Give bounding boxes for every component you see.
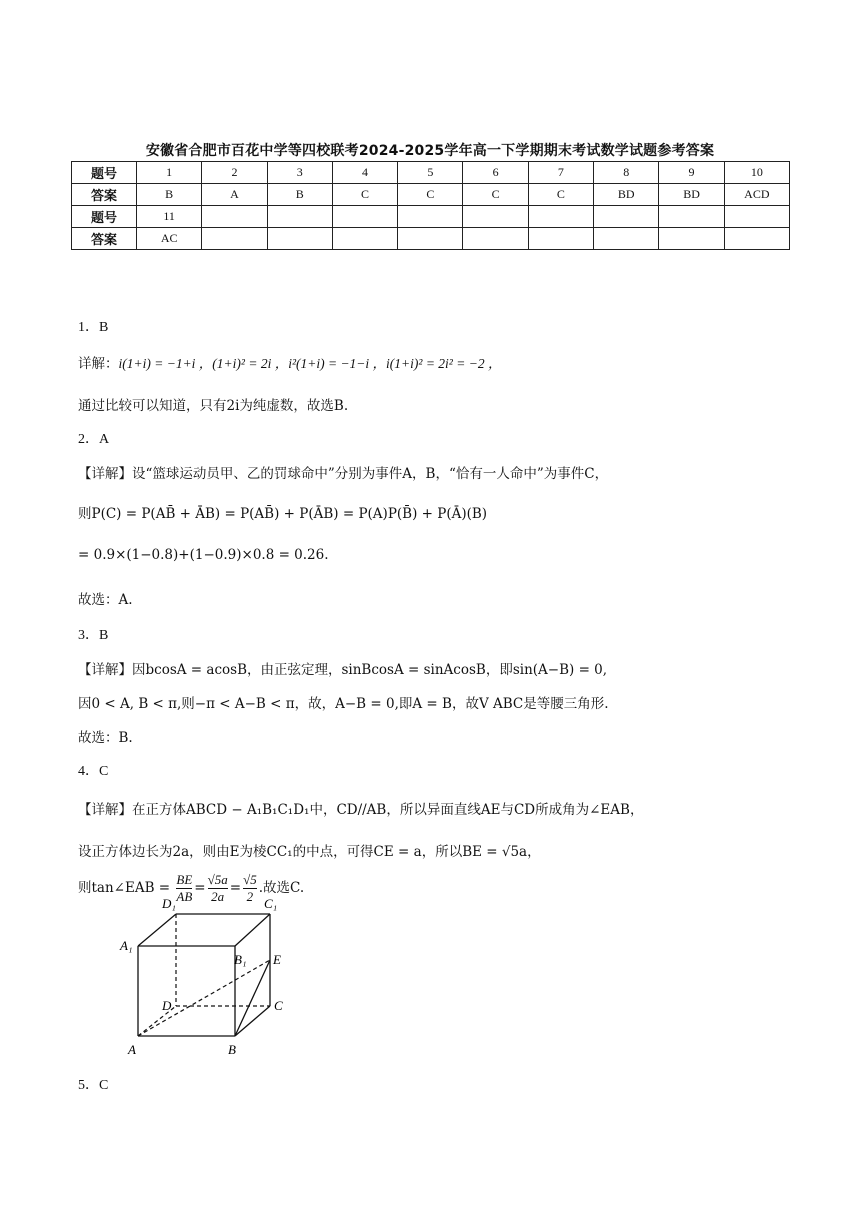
fraction-numerator: BE: [176, 872, 193, 887]
q1-heading: 1．B: [78, 320, 109, 335]
fraction-denominator: 2a: [211, 889, 225, 904]
table-cell: [463, 228, 528, 250]
cube-figure: [110, 890, 310, 1060]
q4-length-line: 设正方体边长为2a，则由E为棱CC₁的中点，可得CE = a，所以BE = √5a，: [78, 844, 541, 860]
table-cell: 11: [137, 206, 202, 228]
label-d: D: [162, 998, 172, 1013]
table-cell: [724, 228, 789, 250]
q3-answer-line: 故选：B.: [78, 730, 133, 746]
table-cell: 8: [594, 162, 659, 184]
q4-tan-prefix: 则tan∠EAB =: [78, 880, 171, 896]
table-cell: [332, 206, 397, 228]
label-a: A: [128, 1042, 136, 1057]
table-cell: AC: [137, 228, 202, 250]
table-cell: 7: [528, 162, 593, 184]
table-cell: C: [332, 184, 397, 206]
q2-formula-line: 则P(C) = P(AB̄ + ĀB) = P(AB̄) + P(ĀB) = P(A)P(B̄) + P(Ā)(B): [78, 506, 488, 522]
q2-answer-line: 故选：A.: [78, 592, 133, 608]
segment-be: [235, 960, 270, 1036]
table-row: [72, 206, 790, 228]
table-cell: C: [398, 184, 463, 206]
edge-b1c1: [235, 914, 270, 946]
table-header-cell: 题号: [72, 206, 137, 228]
fraction-denominator: 2: [246, 889, 254, 904]
fraction-numerator: √5a: [207, 872, 228, 887]
q5-heading: 5．C: [78, 1078, 109, 1093]
q4-detail-line: 【详解】在正方体ABCD − A₁B₁C₁D₁中，CD//AB，所以异面直线AE与CD所成角为∠EAB，: [78, 802, 644, 818]
edge-a1d1: [138, 914, 176, 946]
table-cell: A: [202, 184, 267, 206]
label-d1: D₁: [162, 896, 176, 911]
label-b: B: [228, 1042, 236, 1057]
q1-conclusion: 通过比较可以知道，只有2i为纯虚数，故选B.: [78, 398, 349, 414]
q4-heading: 4．C: [78, 764, 109, 779]
q2-detail-line: 【详解】设“篮球运动员甲、乙的罚球命中”分别为事件A，B，“恰有一人命中”为事件C，: [78, 466, 609, 482]
fraction-numerator: √5: [243, 872, 257, 887]
table-header-cell: 题号: [72, 162, 137, 184]
q2-computation-line: = 0.9×(1−0.8)+(1−0.9)×0.8 = 0.26.: [78, 547, 329, 563]
table-cell: 2: [202, 162, 267, 184]
table-row: [72, 162, 790, 184]
table-cell: 3: [267, 162, 332, 184]
label-c: C: [274, 998, 283, 1013]
table-cell: 4: [332, 162, 397, 184]
fraction-denominator: AB: [176, 889, 193, 904]
label-a1: A₁: [120, 938, 133, 953]
label-e: E: [273, 952, 281, 967]
page-title: 安徽省合肥市百花中学等四校联考2024-2025学年高一下学期期末考试数学试题参考答案: [145, 143, 715, 159]
q3-range-line: 因0 < A, B < π,则−π < A−B < π，故，A−B = 0,即A = B，故V ABC是等腰三角形.: [78, 696, 609, 712]
table-cell: [202, 206, 267, 228]
answer-table: [71, 161, 790, 250]
table-cell: [202, 228, 267, 250]
q3-heading: 3．B: [78, 628, 109, 643]
table-cell: [659, 228, 724, 250]
table-cell: [594, 206, 659, 228]
table-cell: ACD: [724, 184, 789, 206]
label-c1: C₁: [264, 896, 278, 911]
q1-detail-prefix: 详解：: [78, 356, 119, 372]
table-row: [72, 184, 790, 206]
table-cell: C: [528, 184, 593, 206]
table-cell: 1: [137, 162, 202, 184]
segment-ae: [138, 960, 270, 1036]
label-b1: B₁: [234, 952, 247, 967]
table-cell: B: [137, 184, 202, 206]
table-cell: [267, 228, 332, 250]
table-cell: [528, 206, 593, 228]
table-cell: [398, 206, 463, 228]
table-header-cell: 答案: [72, 184, 137, 206]
table-row: [72, 228, 790, 250]
table-cell: [463, 206, 528, 228]
table-cell: 6: [463, 162, 528, 184]
table-cell: 10: [724, 162, 789, 184]
q4-tangent-line: 则tan∠EAB = $\frac{BE}{AB}$ = $\frac{√5a}{2a}$ = $\frac{√5}{2}$ .故选C.: [78, 872, 305, 904]
q4-tan-suffix: .故选C.: [258, 880, 305, 896]
table-cell: BD: [594, 184, 659, 206]
table-cell: [267, 206, 332, 228]
table-header-cell: 答案: [72, 228, 137, 250]
table-cell: [332, 228, 397, 250]
table-cell: [659, 206, 724, 228]
q3-detail-line: 【详解】因bcosA = acosB，由正弦定理，sinBcosA = sinAcosB，即sin(A−B) = 0,: [78, 662, 608, 678]
table-cell: B: [267, 184, 332, 206]
table-cell: BD: [659, 184, 724, 206]
table-cell: [724, 206, 789, 228]
table-cell: [528, 228, 593, 250]
q1-detail-line: [78, 352, 501, 372]
table-cell: [398, 228, 463, 250]
q1-detail-math: i(1+i) = −1+i ，(1+i)² = 2i ，i²(1+i) = −1−i ，i(1+i)² = 2i² = −2 ，: [118, 356, 502, 371]
table-cell: [594, 228, 659, 250]
table-cell: 9: [659, 162, 724, 184]
table-cell: 5: [398, 162, 463, 184]
edge-bc: [235, 1006, 270, 1036]
q2-heading: 2．A: [78, 432, 110, 447]
table-cell: C: [463, 184, 528, 206]
